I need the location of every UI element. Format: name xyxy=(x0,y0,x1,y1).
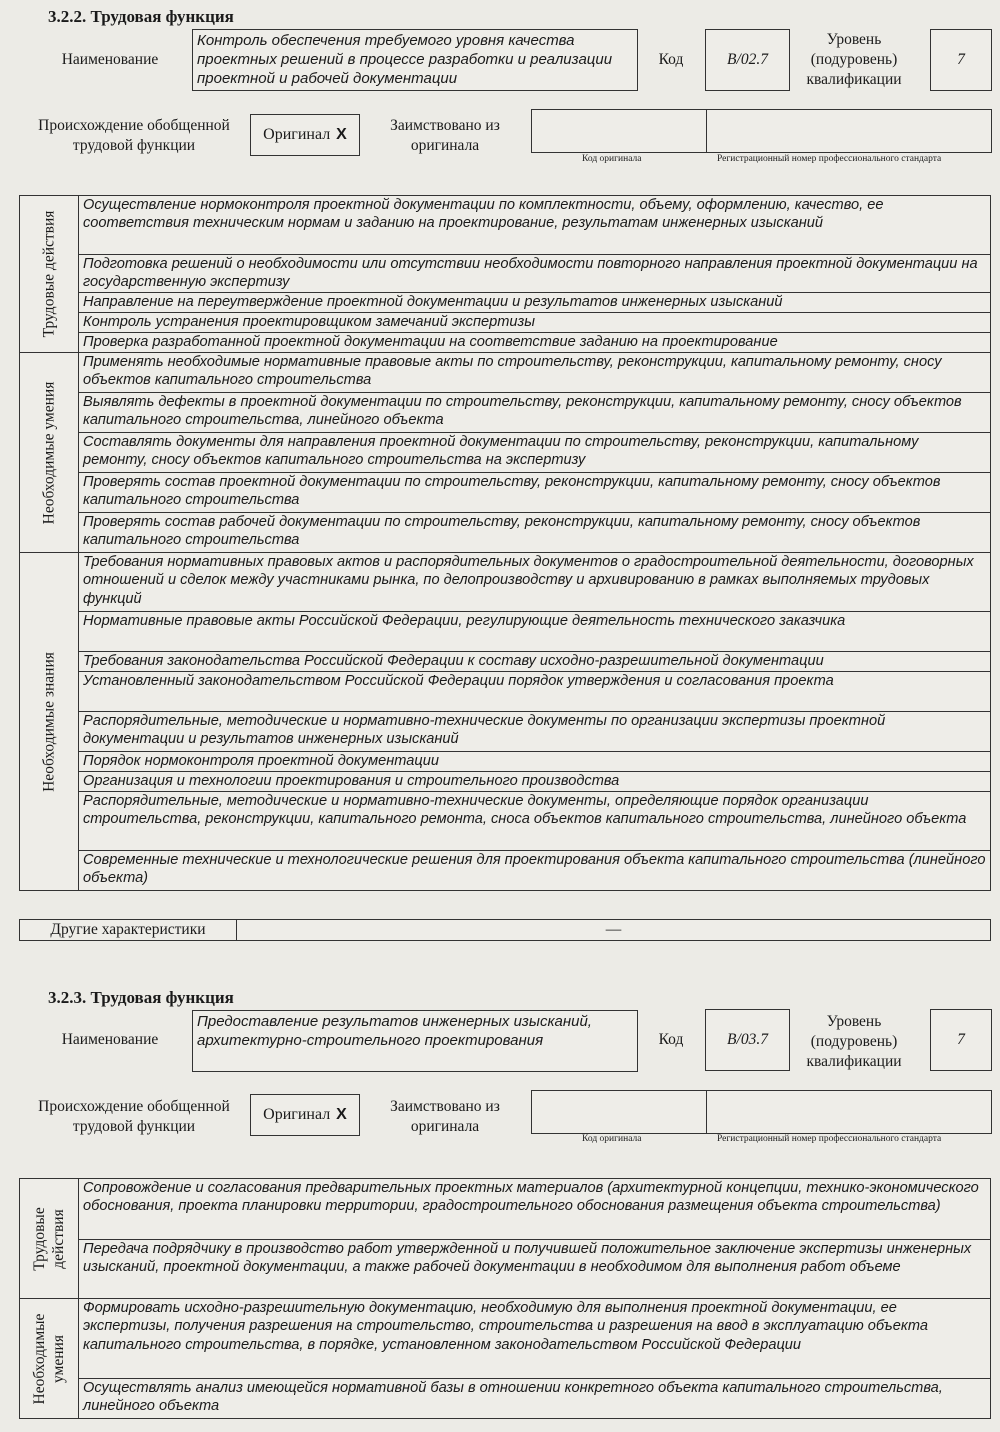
list-item: Проверять состав рабочей документации по строительству, реконструкции, капитальному ремонту, сносу объектов капитального строительства xyxy=(79,513,991,553)
category-required-skills-323 xyxy=(20,1299,79,1419)
list-item: Составлять документы для направления проектной документации по строительству, реконструкции, капитальному ремонту, сносу объектов капитального строительства на экспертизу xyxy=(79,433,991,473)
list-item: Порядок нормоконтроля проектной документации xyxy=(79,752,991,772)
name-label-323: Наименование xyxy=(61,1031,159,1048)
function-name-322: Контроль обеспечения требуемого уровня качества проектных решений в процессе разработки и реализации проектной и рабочей документации xyxy=(192,29,638,91)
list-item: Установленный законодательством Российской Федерации порядок утверждения и согласования проекта xyxy=(79,672,991,712)
table-row xyxy=(20,393,991,433)
table-row xyxy=(20,1299,991,1379)
table-row xyxy=(20,196,991,255)
original-box-323 xyxy=(250,1094,360,1136)
list-item: Проверять состав проектной документации по строительству, реконструкции, капитальному ремонту, сносу объектов капитального строительства xyxy=(79,473,991,513)
registration-number-cell-323 xyxy=(707,1091,991,1133)
other-characteristics-value: — xyxy=(237,920,991,941)
table-row xyxy=(20,293,991,313)
category-required-knowledge-322 xyxy=(20,553,79,891)
table-row xyxy=(20,353,991,393)
function-table-323 xyxy=(19,1178,991,1419)
table-row xyxy=(20,255,991,293)
list-item: Осуществление нормоконтроля проектной документации по комплектности, объему, оформлению, качество, ее соответствия техническим нормам и заданию на проектирование, результатам инженерных изысканий xyxy=(79,196,991,255)
list-item: Передача подрядчику в производство работ утвержденной и получившей положительное заключение экспертизы инженерных изысканий, проектной документации, а также рабочей документации в необходимом для выполнения работ объеме xyxy=(79,1240,991,1299)
table-row xyxy=(20,612,991,652)
original-mark-323: X xyxy=(336,1106,347,1123)
table-row xyxy=(20,920,991,941)
table-row xyxy=(20,1179,991,1240)
category-label: Трудовые действия xyxy=(31,1206,67,1271)
table-row xyxy=(20,672,991,712)
original-box-322 xyxy=(250,114,360,156)
list-item: Распорядительные, методические и нормативно-технические документы по организации экспертизы проектной документации и результатов инженерных изысканий xyxy=(79,712,991,752)
list-item: Применять необходимые нормативные правовые акты по строительству, реконструкции, капитальному ремонту, сносу объектов капитального строительства xyxy=(79,353,991,393)
code-label-323: Код xyxy=(658,1031,684,1048)
function-name-323: Предоставление результатов инженерных изысканий, архитектурно-строительного проектирования xyxy=(192,1010,638,1072)
code-value-323: B/03.7 xyxy=(705,1009,790,1071)
original-label-323: Оригинал xyxy=(263,1106,331,1123)
list-item: Направление на переутверждение проектной документации и результатов инженерных изысканий xyxy=(79,293,991,313)
category-label: Необходимые умения xyxy=(31,1313,67,1404)
section-title-322: 3.2.2. Трудовая функция xyxy=(48,7,234,26)
list-item: Подготовка решений о необходимости или отсутствии необходимости повторного направления проектной документации на государственную экспертизу xyxy=(79,255,991,293)
code-value-322: B/02.7 xyxy=(705,29,790,91)
level-label-323: Уровень (подуровень) квалификации xyxy=(806,1013,902,1070)
registration-number-cell-322 xyxy=(707,110,991,152)
list-item: Организация и технологии проектирования и строительного производства xyxy=(79,772,991,792)
borrowed-label-323: Заимствовано из оригинала xyxy=(390,1098,500,1135)
table-row xyxy=(20,792,991,851)
origin-label-322: Происхождение обобщенной трудовой функции xyxy=(38,117,230,154)
category-labor-actions-323 xyxy=(20,1179,79,1299)
code-label-322: Код xyxy=(658,51,684,68)
code-original-caption-322: Код оригинала xyxy=(582,154,642,164)
list-item: Формировать исходно-разрешительную документацию, необходимую для выполнения проектной документации, ее экспертизы, получения разрешения на строительство, строительства и разрешения на ввод в эксплуатацию объекта капитального строительства, в порядке, установленном законодательством Российской Федерации xyxy=(79,1299,991,1379)
category-label: Необходимые знания xyxy=(40,651,58,792)
category-required-skills-322 xyxy=(20,353,79,553)
category-labor-actions-322 xyxy=(20,196,79,353)
table-row xyxy=(20,851,991,891)
category-label: Трудовые действия xyxy=(40,210,58,338)
registration-caption-323: Регистрационный номер профессионального стандарта xyxy=(717,1134,942,1144)
borrowed-label-322: Заимствовано из оригинала xyxy=(390,117,500,154)
code-original-cell-323 xyxy=(532,1091,707,1133)
function-table-322 xyxy=(19,195,991,891)
code-original-caption-323: Код оригинала xyxy=(582,1134,642,1144)
original-mark-322: X xyxy=(336,126,347,143)
section-title-323: 3.2.3. Трудовая функция xyxy=(48,988,234,1007)
list-item: Требования законодательства Российской Федерации к составу исходно-разрешительной документации xyxy=(79,652,991,672)
list-item: Современные технические и технологические решения для проектирования объекта капитального строительства (линейного объекта) xyxy=(79,851,991,891)
table-row xyxy=(20,553,991,612)
table-row xyxy=(20,772,991,792)
table-row xyxy=(20,433,991,473)
table-row xyxy=(20,1240,991,1299)
level-value-323: 7 xyxy=(930,1009,992,1071)
table-row xyxy=(20,473,991,513)
table-row xyxy=(20,313,991,333)
level-label-322: Уровень (подуровень) квалификации xyxy=(806,31,902,88)
name-label-322: Наименование xyxy=(61,51,159,68)
list-item: Контроль устранения проектировщиком замечаний экспертизы xyxy=(79,313,991,333)
other-characteristics-label: Другие характеристики xyxy=(20,920,237,941)
table-row xyxy=(20,652,991,672)
table-row xyxy=(20,712,991,752)
level-value-322: 7 xyxy=(930,29,992,91)
list-item: Осуществлять анализ имеющейся нормативной базы в отношении конкретного объекта капитального строительства, линейного объекта xyxy=(79,1379,991,1419)
registry-box-322 xyxy=(531,109,992,153)
list-item: Сопровождение и согласования предварительных проектных материалов (архитектурной концепции, технико-экономического обоснования, проекта планировки территории, градостроительного обоснования размещения объекта строительства) xyxy=(79,1179,991,1240)
list-item: Требования нормативных правовых актов и распорядительных документов о градостроительной деятельности, договорных отношений и сделок между участниками рынка, по делопроизводству и архивированию в рамках выполняемых трудовых функций xyxy=(79,553,991,612)
table-row xyxy=(20,513,991,553)
other-characteristics-table-322 xyxy=(19,919,991,941)
list-item: Распорядительные, методические и нормативно-технические документы, определяющие порядок организации строительства, реконструкции, капитального ремонта, сноса объектов капитального строительства, линейного объекта xyxy=(79,792,991,851)
registration-caption-322: Регистрационный номер профессионального стандарта xyxy=(717,154,942,164)
list-item: Проверка разработанной проектной документации на соответствие заданию на проектирование xyxy=(79,333,991,353)
list-item: Нормативные правовые акты Российской Федерации, регулирующие деятельность технического заказчика xyxy=(79,612,991,652)
table-row xyxy=(20,752,991,772)
table-row xyxy=(20,333,991,353)
category-label: Необходимые умения xyxy=(40,381,58,524)
original-label-322: Оригинал xyxy=(263,126,331,143)
registry-box-323 xyxy=(531,1090,992,1134)
list-item: Выявлять дефекты в проектной документации по строительству, реконструкции, капитальному ремонту, сносу объектов капитального строительства, линейного объекта xyxy=(79,393,991,433)
table-row xyxy=(20,1379,991,1419)
code-original-cell-322 xyxy=(532,110,707,152)
origin-label-323: Происхождение обобщенной трудовой функции xyxy=(38,1098,230,1135)
